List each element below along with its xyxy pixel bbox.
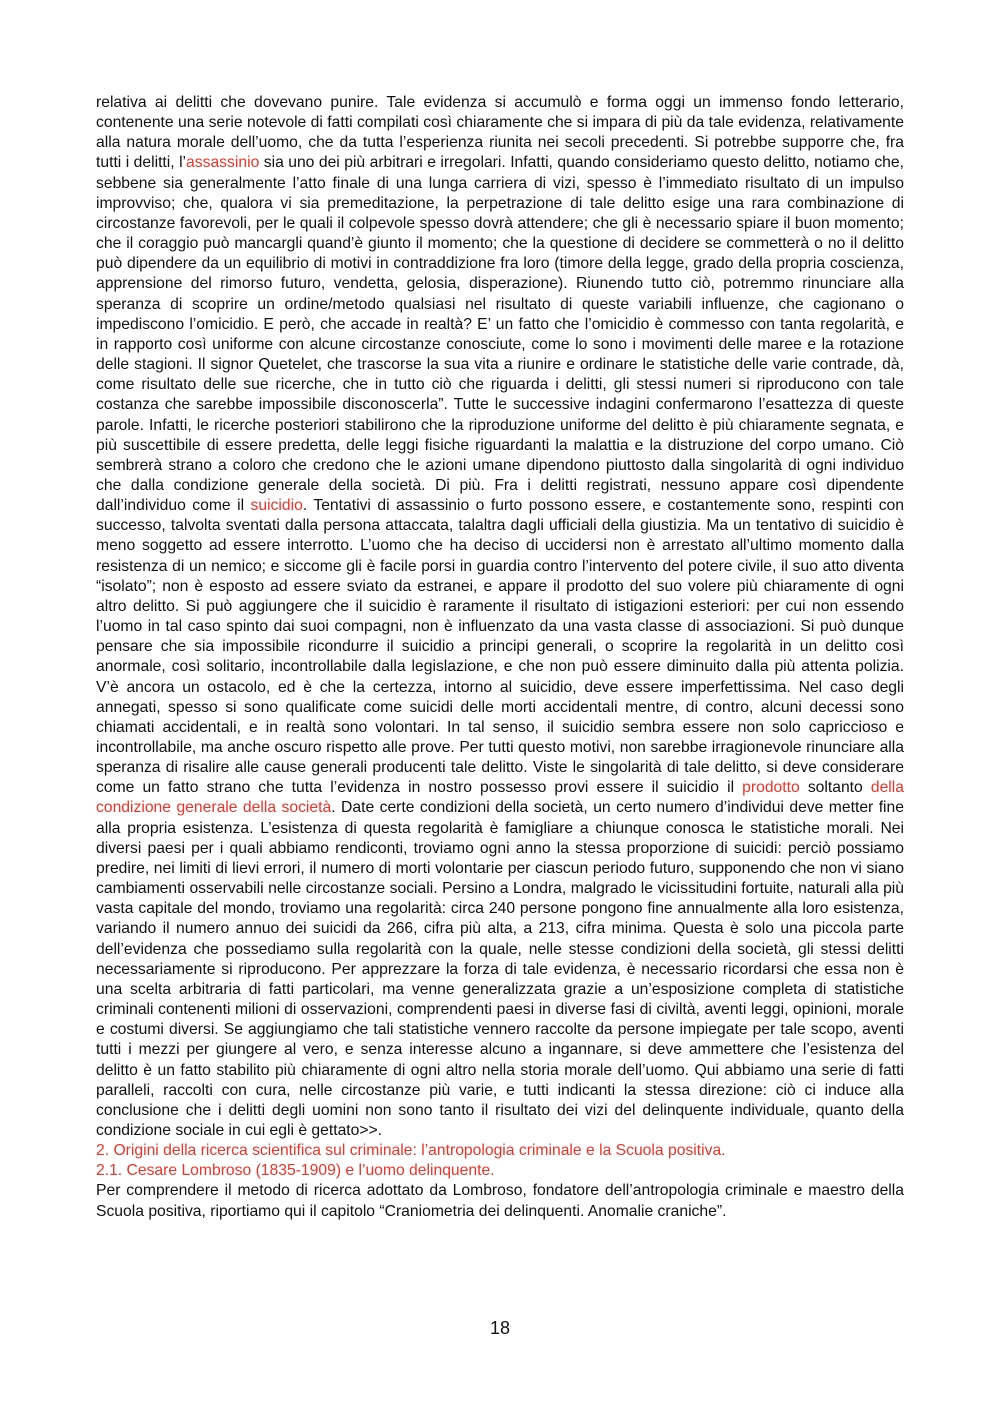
body-paragraph [96, 93, 904, 1141]
body-text: . Date certe condizioni della società, un certo numero d’individui deve metter fine alla propria esistenza. L’esistenza di questa regolarità è famigliare a chiunque conosca le statistiche morali. Nei diversi paesi per i quali abbiamo rendiconti, troviamo ogni anno la stessa proporzione di suicidi: perciò possiamo predire, nei limiti di lievi errori, il numero di morti volontarie per ciascun periodo futuro, supponendo che non vi siano cambiamenti osservabili nelle circostanze sociali. Persino a Londra, malgrado le vicissitudini fortuite, naturali alla più vasta capitale del mondo, troviamo una regolarità: circa 240 persone pongono fine annualmente alla loro esistenza, variando il numero annuo dei suicidi da 266, cifra più alta, a 213, cifra minima. Questa è solo una piccola parte dell’evidenza che possediamo sulla regolarità con la quale, nelle stesse condizioni della società, gli stessi delitti necessariamente si riproducono. Per apprezzare la forza di tale evidenza, è necessario ricordarsi che essa non è una scelta arbitraria di fatti particolari, ma venne generalizzata grazie a un’esposizione completa di statistiche criminali contenenti milioni di osservazioni, comprendenti paesi in diverse fasi di civiltà, aventi leggi, opinioni, morale e costumi diversi. Se aggiungiamo che tali statistiche vennero raccolte da persone impiegate per tale scopo, aventi tutti i mezzi per giungere al vero, e senza interesse alcuno a ingannare, si deve ammettere che l’esistenza del delitto è un fatto stabilito più chiaramente di ogni altro nella storia morale dell’uomo. Qui abbiamo una serie di fatti paralleli, raccolti con cura, nelle circostanze più varie, e tutti indicanti la stessa direzione: ciò ci induce alla conclusione che i delitti degli uomini non sono tanto il risultato dei vizi del delinquente individuale, quanto della condizione sociale in cui egli è gettato>>. [96, 799, 904, 1139]
body-paragraph-lombroso: Per comprendere il metodo di ricerca adottato da Lombroso, fondatore dell’antropologia criminale e maestro della Scuola positiva, riportiamo qui il capitolo “Craniometria dei delinquenti. Anomalie craniche”. [96, 1182, 904, 1220]
highlight-assassinio: assassinio [186, 154, 260, 172]
body-text: soltanto [799, 779, 871, 797]
highlight-condizione-generale: della condizione generale della società [96, 779, 904, 817]
section-heading-2: 2. Origini della ricerca scientifica sul criminale: l’antropologia criminale e la Scuola positiva. [96, 1142, 726, 1160]
page-number: 18 [489, 1318, 511, 1338]
page-body [96, 93, 904, 1222]
highlight-prodotto: prodotto [742, 779, 800, 797]
body-text: relativa ai delitti che dovevano punire. Tale evidenza si accumulò e forma oggi un immenso fondo letterario, contenente una serie notevole di fatti compilati così chiaramente che si impara di più da tale evidenza, relativamente alla natura morale dell’uomo, che da tutta l’esperienza riunita nei secoli precedenti. Si potrebbe supporre che, fra tutti i delitti, l’ [96, 94, 904, 172]
body-text: sia uno dei più arbitrari e irregolari. Infatti, quando consideriamo questo delitto, notiamo che, sebbene sia generalmente l’atto finale di una lunga carriera di vizi, spesso è l’immediato risultato di un impulso improvviso; che, qualora vi sia premeditazione, la perpetrazione di tale delitto esige una rara combinazione di circostanze favorevoli, per le quali il colpevole spesso dovrà attendere; che gli è necessario spiare il buon momento; che il coraggio può mancargli quand’è giunto il momento; che la questione di decidere se commetterà o no il delitto può dipendere da un equilibrio di motivi in contraddizione fra loro (timore della legge, grado della propria coscienza, apprensione del rimorso futuro, vendetta, gelosia, disperazione). Riunendo tutto ciò, potremmo rinunciare alla speranza di scoprire un ordine/metodo qualsiasi nel risultato di queste variabili influenze, che cagionano o impediscono l’omicidio. E però, che accade in realtà? E’ un fatto che l’omicidio è commesso con tanta regolarità, e in rapporto così uniforme con alcune circostanze conosciute, come lo sono i movimenti delle maree e la rotazione delle stagioni. Il signor Quetelet, che trascorse la sua vita a riunire e ordinare le statistiche delle varie contrade, dà, come risultato delle sue ricerche, che in tutto ciò che riguarda i delitti, gli stessi numeri si riproducono con tale costanza che sarebbe impossibile disconoscerla”. Tutte le successive indagini confermarono l’esattezza di queste parole. Infatti, le ricerche posteriori stabilirono che la riproduzione uniforme del delitto è più chiaramente segnata, e più suscettibile di essere predetta, delle leggi fisiche riguardanti la malattia e la distruzione del corpo umano. Ciò sembrerà strano a coloro che credono che le azioni umane dipendono piuttosto dalla singolarità di ogni individuo che dalla condizione generale della società. Di più. Fra i delitti registrati, nessuno appare così dipendente dall’individuo come il [96, 154, 904, 515]
body-text: . Tentativi di assassinio o furto possono essere, e costantemente sono, respinti con successo, talvolta sventati dalla persona attaccata, talaltra dagli ufficiali della giustizia. Ma un tentativo di suicidio è meno soggetto ad essere interrotto. L’uomo che ha deciso di uccidersi non è arrestato all’ultimo momento dalla resistenza di un nemico; e siccome gli è facile porsi in guardia contro l’intervento del potere civile, il suo atto diventa “isolato”; non è esposto ad essere sviato da estranei, e appare il prodotto del suo volere più chiaramente di ogni altro delitto. Si può aggiungere che il suicidio è raramente il risultato di istigazioni esteriori: per cui non essendo l’uomo in tal caso spinto dai suoi compagni, non è influenzato da una vasta classe di associazioni. Si può dunque pensare che sia impossibile ricondurre il suicidio a principi generali, o scoprire la regolarità in un delitto così anormale, così solitario, incontrollabile dalla legislazione, e che non può essere diminuito dalla più attenta polizia. V’è ancora un ostacolo, ed è che la certezza, intorno al suicidio, deve essere imperfettissima. Nel caso degli annegati, spesso si sono qualificate come suicidi delle morti accidentali mentre, di contro, alcuni decessi sono chiamati accidentali, e in realtà sono volontari. In tal senso, il suicidio sembra essere non solo capriccioso e incontrollabile, ma anche oscuro rispetto alle prove. Per tutti questo motivi, non sarebbe irragionevole rinunciare alla speranza di risalire alle cause generali producenti tale delitto. Viste le singolarità di tale delitto, si deve considerare come un fatto strano che tutta l’evidenza in nostro possesso provi essere il suicidio il [96, 497, 904, 797]
section-heading-2-1: 2.1. Cesare Lombroso (1835-1909) e l’uomo delinquente. [96, 1162, 495, 1180]
highlight-suicidio: suicidio [250, 497, 303, 515]
